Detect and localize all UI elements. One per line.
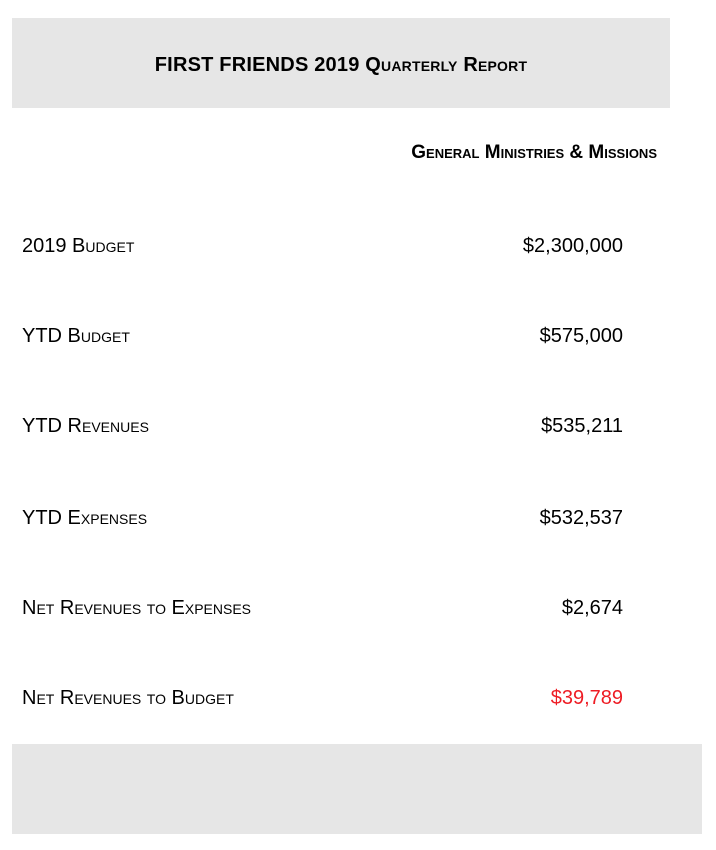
row-label: YTD Budget — [22, 325, 130, 347]
row-value: $535,211 — [541, 415, 623, 437]
report-row-2019-budget — [0, 231, 716, 261]
row-label: Net Revenues to Budget — [22, 687, 234, 709]
row-label: Net Revenues to Expenses — [22, 597, 252, 619]
report-footer-bar — [12, 744, 702, 834]
row-label: 2019 Budget — [22, 235, 135, 257]
report-row-ytd-expenses — [0, 503, 716, 533]
row-value: $2,674 — [561, 597, 623, 619]
row-value: $575,000 — [539, 325, 623, 347]
row-label: YTD Revenues — [22, 415, 149, 437]
report-row-net-revenues-to-budget — [0, 683, 716, 713]
column-header: General Ministries & Missions — [411, 142, 657, 163]
report-title: FIRST FRIENDS 2019 Quarterly Report — [154, 53, 528, 76]
row-value: $532,537 — [539, 507, 623, 529]
row-value-negative: $39,789 — [550, 687, 623, 709]
report-title-bar — [12, 18, 670, 108]
report-row-ytd-budget — [0, 321, 716, 351]
report-row-ytd-revenues — [0, 411, 716, 441]
report-row-net-revenues-to-expenses — [0, 593, 716, 623]
row-label: YTD Expenses — [22, 507, 148, 529]
row-value: $2,300,000 — [522, 235, 623, 257]
